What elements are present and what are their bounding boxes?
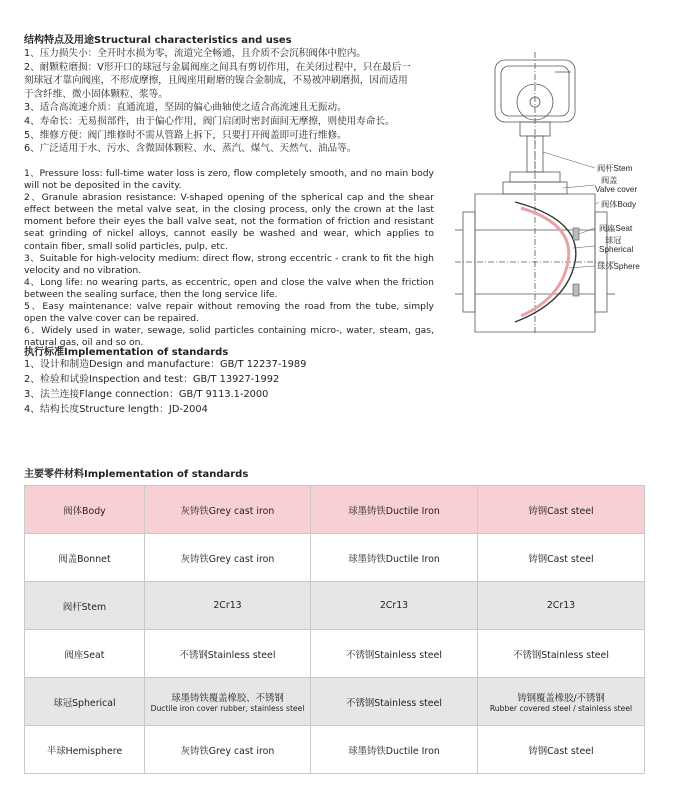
part-name-cell: 阀座Seat (25, 630, 145, 678)
material-cell: 不锈钢Stainless steel (145, 630, 311, 678)
standard-item: 4、结构长度Structure length：JD-2004 (24, 404, 208, 415)
materials-heading: 主要零件材料Implementation of standards (24, 469, 249, 480)
drawing-label-body: 阀体Body (601, 200, 637, 209)
table-row (25, 678, 645, 726)
features-en-paragraph: 1、Pressure loss: full-time water loss is zero, flow completely smooth, and no main body will not be deposited in the cavity. (24, 168, 434, 192)
table-row (25, 726, 645, 774)
material-cn: 球墨铸铁覆盖橡胶、不锈钢 (171, 693, 284, 704)
material-cn: 铸钢覆盖橡胶/不锈钢 (517, 693, 605, 704)
material-cell: 球墨铸铁Ductile Iron (311, 486, 478, 534)
features-cn-line: 4、寿命长：无易损部件，由于偏心作用，阀门启闭时密封面间无摩擦，则使用寿命长。 (24, 115, 395, 127)
material-cell: 2Cr13 (311, 582, 478, 630)
standards-list (24, 357, 306, 417)
drawing-label-spherical-cn: 球冠 (605, 236, 622, 245)
features-en-paragraph: 6、Widely used in water, sewage, solid particles containing micro-, water, steam, gas, natural gas, oil and so on. (24, 325, 434, 349)
features-cn-line: 5、维修方便：阀门维修时不需从管路上拆下，只要打开阀盖即可进行维修。 (24, 129, 347, 141)
material-cell: 铸钢Cast steel (478, 534, 645, 582)
material-cell: 球墨铸铁Ductile Iron (311, 534, 478, 582)
material-cell: 不锈钢Stainless steel (311, 630, 478, 678)
standard-item: 2、检验和试验Inspection and test：GB/T 13927-1992 (24, 374, 280, 385)
material-en: Ductile iron cover rubber, stainless steel (150, 704, 305, 713)
table-row (25, 486, 645, 534)
material-cell (478, 678, 645, 726)
standard-item: 3、法兰连接Flange connection：GB/T 9113.1-2000 (24, 389, 269, 400)
features-cn-line: 刻球冠才靠向阀座，不形成摩擦，且阀座用耐磨的镍合金制成，不易被冲刷磨损，因而适用 (24, 75, 408, 87)
seat-shape (573, 228, 579, 240)
material-en: Rubber covered steel / stainless steel (489, 704, 633, 713)
material-cell: 2Cr13 (145, 582, 311, 630)
material-cell: 灰铸铁Grey cast iron (145, 486, 311, 534)
features-cn-text (24, 47, 454, 156)
features-en-paragraph: 4、Long life: no wearing parts, as eccentric, open and close the valve when the friction between the sealing surface, then the long service life. (24, 276, 434, 300)
part-name-cell: 阀体Body (25, 486, 145, 534)
table-row (25, 534, 645, 582)
table-row (25, 630, 645, 678)
features-cn-line: 2、耐颗粒磨损：V形开口的球冠与金属阀座之间具有剪切作用，在关闭过程中，只在最后一 (24, 61, 411, 73)
features-cn-line: 6、广泛适用于水、污水、含微固体颗粒、水、蒸汽、煤气、天然气、油品等。 (24, 143, 357, 155)
part-name-cell: 半球Hemisphere (25, 726, 145, 774)
features-cn-line: 于含纤维、微小固体颗粒、浆等。 (24, 88, 168, 100)
drawing-label-seat: 阀座Seat (599, 224, 633, 233)
valve-cross-section-drawing (455, 52, 655, 334)
drawing-label-sphere: 球体Sphere (597, 262, 640, 271)
part-name-cell: 阀盖Bonnet (25, 534, 145, 582)
features-en-paragraph: 3、Suitable for high-velocity medium: direct flow, strong eccentric - crank to fit the high velocity and no vibration. (24, 252, 434, 276)
material-cell: 不锈钢Stainless steel (311, 678, 478, 726)
drawing-label-spherical-en: Spherical (599, 245, 634, 254)
material-cell: 铸钢Cast steel (478, 486, 645, 534)
features-en-paragraph: 5、Easy maintenance: valve repair without removing the road from the tube, simply open the valve cover can be repaired. (24, 301, 434, 325)
standard-item: 1、设计和制造Design and manufacture：GB/T 12237-1989 (24, 359, 307, 370)
material-cell (145, 678, 311, 726)
material-cell: 球墨铸铁Ductile Iron (311, 726, 478, 774)
standards-heading: 执行标准Implementation of standards (24, 347, 229, 358)
drawing-label-cover-en: Valve cover (595, 185, 638, 194)
material-cell: 灰铸铁Grey cast iron (145, 726, 311, 774)
drawing-label-cover-cn: 阀盖 (601, 176, 618, 185)
material-cell: 铸钢Cast steel (478, 726, 645, 774)
features-en-text (24, 168, 434, 349)
part-name-cell: 阀杆Stem (25, 582, 145, 630)
features-heading: 结构特点及用途Structural characteristics and uses (24, 35, 292, 46)
material-cell: 不锈钢Stainless steel (478, 630, 645, 678)
features-cn-line: 1、压力损失小：全开时水损为零，流道完全畅通，且介质不会沉积阀体中腔内。 (24, 48, 366, 59)
material-cell: 灰铸铁Grey cast iron (145, 534, 311, 582)
drawing-label-stem: 阀杆Stem (597, 164, 633, 173)
material-cell: 2Cr13 (478, 582, 645, 630)
features-cn-line: 3、适合高流速介质：直通流道，坚固的偏心曲轴使之适合高流速且无振动。 (24, 102, 347, 114)
part-name-cell: 球冠Spherical (25, 678, 145, 726)
table-row (25, 582, 645, 630)
materials-table (24, 485, 645, 774)
features-en-paragraph: 2、Granule abrasion resistance: V-shaped opening of the spherical cap and the shear effect between the metal valve seat, in the closing process, only the crown at the last moment before their eyes the ball valve seat, not the formation of friction and resistant seat grinding of nickel alloys, cannot easily be washed and wear, which applies to contain fiber, small solid particles, pulp, etc. (24, 192, 434, 252)
